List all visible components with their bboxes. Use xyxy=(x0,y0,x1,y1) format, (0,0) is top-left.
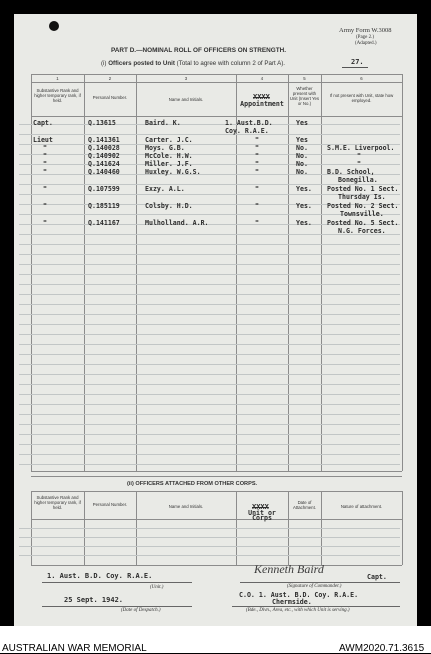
officer-employed: B.D. School, xyxy=(327,168,375,176)
date-value: 25 Sept. 1942. xyxy=(64,596,124,604)
col-number-2: 2 xyxy=(108,76,112,81)
header-personal-number: Personal Number. xyxy=(92,95,128,100)
officer-appointment: " xyxy=(255,168,259,176)
footer-source: AUSTRALIAN WAR MEMORIAL xyxy=(2,643,147,654)
header-present: Whether present with Unit (Insert Yes or No.) xyxy=(289,86,320,106)
officer-employed: " xyxy=(357,160,361,168)
section-i-heading: (i) Officers posted to Unit (Total to agree with column 2 of Part A). xyxy=(101,60,286,67)
officer-employed-cont: Bonegilla. xyxy=(338,176,378,184)
officer-rank: " xyxy=(43,160,47,168)
form-number: Army Form W.3008 xyxy=(339,27,392,34)
officer-present: No. xyxy=(296,168,308,176)
officer-name: Huxley. W.G.S. xyxy=(145,168,201,176)
officer-appointment: " xyxy=(255,136,259,144)
officer-name: Baird. K. xyxy=(145,119,181,127)
header-employed: If not present with Unit, state how employed. xyxy=(329,93,394,103)
officer-number: Q.141624 xyxy=(88,160,120,168)
officer-employed-cont: Thursday Is. xyxy=(338,193,386,201)
header-ii-date: Date of Attachment. xyxy=(293,500,316,510)
officer-appointment: " xyxy=(255,160,259,168)
officer-rank: Capt. xyxy=(33,119,53,127)
officer-rank: " xyxy=(43,168,47,176)
col-number-6: 6 xyxy=(360,76,363,81)
date-caption: (Date of Despatch.) xyxy=(121,608,161,613)
signature-caption: (Signature of Commander.) xyxy=(287,584,342,589)
header-rank: Substantive Rank and higher temporary rank, if held. xyxy=(34,88,81,103)
commander-place: Chermside. xyxy=(272,598,312,606)
officer-appointment: " xyxy=(255,219,259,227)
officer-name: Carter. J.C. xyxy=(145,136,193,144)
form-adapted: (Adapted.) xyxy=(355,41,377,46)
footer-accession: AWM2020.71.3615 xyxy=(339,643,425,654)
col-number-3: 3 xyxy=(184,76,188,81)
officer-number: Q.140902 xyxy=(88,152,120,160)
officer-name: Miller. J.F. xyxy=(145,160,193,168)
officer-number: Q.141167 xyxy=(88,219,120,227)
col-number-4: 4 xyxy=(260,76,264,81)
header-ii-personal-number: Personal Number. xyxy=(92,502,128,507)
header-ii-name: Name and Initials. xyxy=(168,504,204,509)
officer-present: Yes. xyxy=(296,219,312,227)
officer-rank: " xyxy=(43,219,47,227)
officer-rank: " xyxy=(43,202,47,210)
officer-employed-cont: Townsville. xyxy=(340,210,384,218)
officer-name: Exzy. A.L. xyxy=(145,185,185,193)
officer-number: Q.107599 xyxy=(88,185,120,193)
unit-value: 1. Aust. B.D. Coy. R.A.E. xyxy=(47,572,153,580)
officer-present: Yes xyxy=(296,119,308,127)
officer-number: Q.185119 xyxy=(88,202,120,210)
officer-appointment: " xyxy=(255,185,259,193)
header-appointment: Appointment xyxy=(240,100,284,108)
officer-present: No. xyxy=(296,144,308,152)
officer-rank: " xyxy=(43,144,47,152)
officer-employed: " xyxy=(357,152,361,160)
officer-number: Q.140460 xyxy=(88,168,120,176)
unit-struck-out: XXXX xyxy=(252,503,269,511)
form-page-number: (Page 2.) xyxy=(356,35,375,40)
section-ii-title: (ii) OFFICERS ATTACHED FROM OTHER CORPS. xyxy=(127,481,258,487)
officer-employed: S.M.E. Liverpool. xyxy=(327,144,395,152)
officer-present: Yes. xyxy=(296,185,312,193)
officer-present: Yes. xyxy=(296,202,312,210)
total-officers: 27. xyxy=(351,58,364,66)
header-ii-rank: Substantive Rank and higher temporary rank, if held. xyxy=(34,495,81,510)
col-number-5: 5 xyxy=(303,76,306,81)
commander-caption: (Bde., Divn., Area, etc., with which Unit is serving.) xyxy=(246,608,350,613)
officer-employed: Posted No. 2 Sect. xyxy=(327,202,399,210)
officer-employed: Posted No. 1 Sect. xyxy=(327,185,399,193)
header-name: Name and Initials. xyxy=(168,97,204,102)
officer-number: Q.140028 xyxy=(88,144,120,152)
officer-present: No. xyxy=(296,152,308,160)
officer-name: Mulholland. A.R. xyxy=(145,219,209,227)
officer-appointment: " xyxy=(255,202,259,210)
officer-appointment: " xyxy=(255,152,259,160)
header-ii-unit-or-corps: Unit or Corps xyxy=(248,509,276,522)
officer-name: McCole. H.W. xyxy=(145,152,193,160)
officer-number: Q.141361 xyxy=(88,136,120,144)
officer-present: Yes xyxy=(296,136,308,144)
header-ii-nature: Nature of attachment. xyxy=(340,504,383,509)
commander-signature: Kenneth Baird xyxy=(254,562,324,576)
unit-caption: (Unit.) xyxy=(150,585,164,590)
officer-rank: " xyxy=(43,185,47,193)
col-number-1: 1 xyxy=(56,76,59,81)
archive-footer xyxy=(0,626,431,653)
officer-present: No. xyxy=(296,160,308,168)
appointment-struck-out: XXXX xyxy=(253,93,270,101)
officer-rank: " xyxy=(43,152,47,160)
officer-number: Q.13615 xyxy=(88,119,116,127)
signature-rank: Capt. xyxy=(367,573,387,581)
punch-hole xyxy=(49,21,59,31)
commander-value: C.O. 1. Aust. B.D. Coy. R.A.E. xyxy=(239,591,359,599)
form-page xyxy=(14,14,417,626)
officer-employed: Posted No. 5 Sect. xyxy=(327,219,399,227)
form-title: PART D.—NOMINAL ROLL OF OFFICERS ON STRENGTH. xyxy=(111,47,287,54)
officer-employed-cont: N.G. Forces. xyxy=(338,227,386,235)
officer-name: Colsby. H.D. xyxy=(145,202,193,210)
officer-appointment: " xyxy=(255,144,259,152)
officer-appointment: 1. Aust.B.D. Coy. R.A.E. xyxy=(225,119,273,135)
officer-name: Moys. G.B. xyxy=(145,144,185,152)
officer-rank: Lieut xyxy=(33,136,53,144)
